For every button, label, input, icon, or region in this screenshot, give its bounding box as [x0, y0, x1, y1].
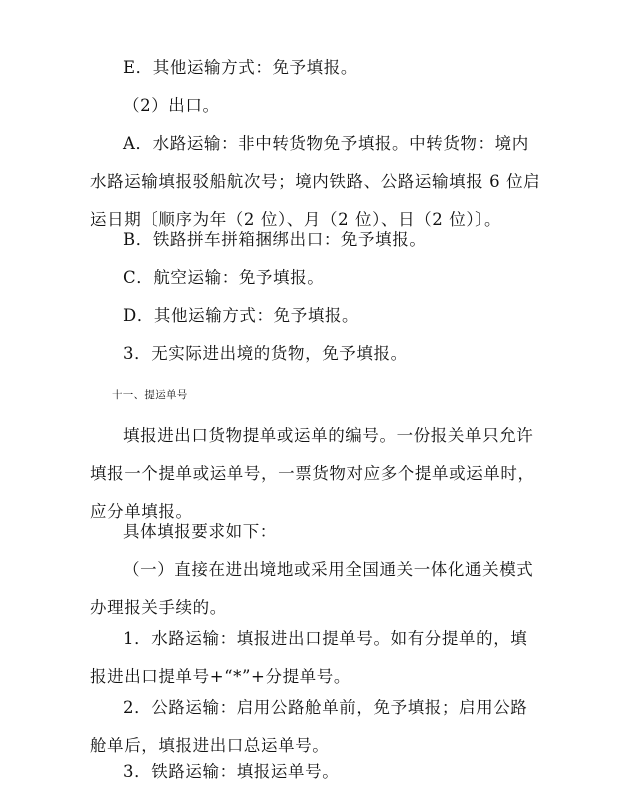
text-line: E．其他运输方式：免予填报。: [123, 58, 358, 77]
paragraph-export-e: [90, 49, 565, 87]
text-line: 办理报关手续的。: [90, 598, 227, 617]
text-line: 报进出口提单号+“*”+分提单号。: [90, 667, 351, 686]
paragraph-item-3-railway: [90, 753, 565, 791]
text-line: 运日期〔顺序为年（2 位）、月（2 位）、日（2 位）〕。: [90, 210, 502, 229]
text-line: 水路运输填报驳船航次号；境内铁路、公路运输填报 6 位启: [90, 172, 541, 191]
paragraph-export-d: [90, 297, 565, 335]
paragraph-export-c: [90, 259, 565, 297]
text-line: 应分单填报。: [90, 502, 193, 521]
paragraph-export-heading: [90, 87, 565, 125]
paragraph-subsection-1: [90, 551, 532, 627]
text-line: 3．无实际进出境的货物，免予填报。: [123, 344, 408, 363]
text-line: A．水路运输：非中转货物免予填报。中转货物：境内: [123, 134, 529, 153]
text-line: 填报一个提单或运单号，一票货物对应多个提单或运单时，: [90, 464, 535, 483]
text-line: 舱单后，填报进出口总运单号。: [90, 736, 330, 755]
text-line: （一）直接在进出境地或采用全国通关一体化通关模式: [123, 560, 534, 579]
text-line: （2）出口。: [123, 96, 220, 115]
section-heading-bill-of-lading: 十一、提运单号: [112, 389, 188, 401]
text-line: 2．公路运输：启用公路舱单前，免予填报；启用公路: [123, 698, 528, 717]
text-line: B．铁路拼车拼箱捆绑出口：免予填报。: [123, 230, 427, 249]
text-line: 1．水路运输：填报进出口提单号。如有分提单的，填: [123, 629, 528, 648]
text-line: 3．铁路运输：填报运单号。: [123, 762, 340, 781]
paragraph-item-1-waterway: [90, 620, 532, 696]
text-line: 具体填报要求如下：: [123, 522, 277, 541]
paragraph-export-b: [90, 221, 565, 259]
text-line: 填报进出口货物提单或运单的编号。一份报关单只允许: [123, 426, 534, 445]
text-line: C．航空运输：免予填报。: [123, 268, 325, 287]
text-line: D．其他运输方式：免予填报。: [123, 306, 360, 325]
paragraph-item-3-no-entry: [90, 335, 565, 373]
paragraph-requirements-label: [90, 513, 565, 551]
